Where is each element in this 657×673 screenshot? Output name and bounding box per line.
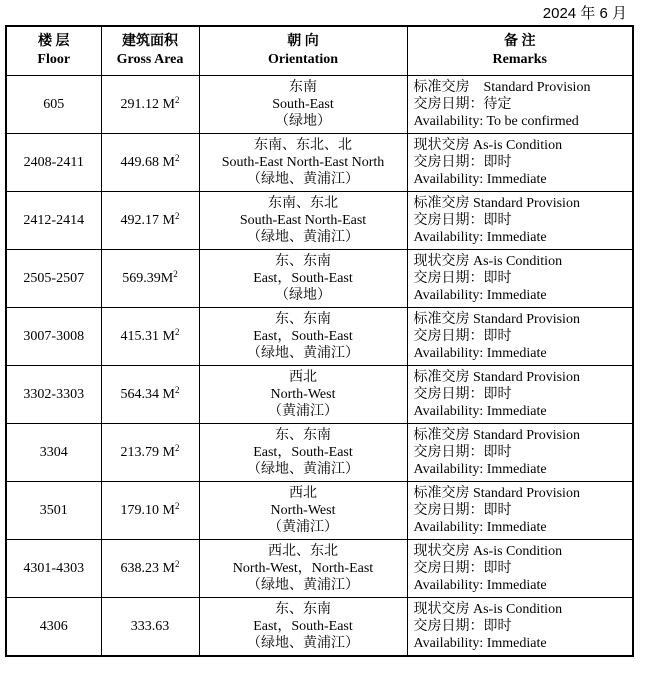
remarks-line: 交房日期：即时 [413,213,512,228]
orientation-line: （绿地） [275,288,331,303]
floor-cell [6,598,101,657]
table-row [6,308,633,366]
orientation-line: East，South-East [253,619,353,634]
orientation-line: （绿地、黄浦江） [247,172,359,187]
area-value: 492.17 M [120,212,175,228]
orientation-line: 东、东南 [275,312,331,327]
orientation-line: （绿地、黄浦江） [247,462,359,477]
area-unit-superscript: 2 [174,152,180,163]
area-value: 213.79 M [120,444,175,460]
floor-cell [6,540,101,598]
orientation-line: 东、东南 [275,428,331,443]
remarks-cell [407,134,633,192]
remarks-line: 现状交房 As-is Condition [413,254,563,269]
orientation-cell [199,366,407,424]
floor-value: 3302-3303 [23,386,85,402]
area-cell [101,482,199,540]
remarks-line: Availability: Immediate [413,346,547,361]
floor-value: 4301-4303 [23,560,85,576]
area-cell [101,308,199,366]
floor-cell [6,134,101,192]
table-row [6,366,633,424]
area-cell [101,134,199,192]
remarks-cell [407,424,633,482]
remarks-line: 交房日期：即时 [413,445,512,460]
floor-value: 3007-3008 [23,328,85,344]
remarks-cell [407,308,633,366]
area-cell [101,76,199,134]
area-value: 415.31 M [120,328,175,344]
header-orientation-en: Orientation [268,52,338,67]
area-cell [101,366,199,424]
table-row [6,192,633,250]
remarks-line: 交房日期：即时 [413,155,512,170]
remarks-cell [407,540,633,598]
area-unit-superscript: 2 [174,558,180,569]
area-unit-superscript: 2 [174,210,180,221]
remarks-line: 交房日期：即时 [413,503,512,518]
header-remarks [407,26,633,76]
area-unit-superscript: 2 [174,94,180,105]
remarks-line: 现状交房 As-is Condition [413,602,563,617]
remarks-line: 交房日期：即时 [413,271,512,286]
remarks-line: Availability: Immediate [413,230,547,245]
area-value: 638.23 M [120,560,175,576]
header-remarks-cn: 备 注 [504,34,536,49]
area-cell [101,192,199,250]
orientation-cell [199,76,407,134]
area-cell [101,250,199,308]
header-orientation [199,26,407,76]
remarks-cell [407,192,633,250]
orientation-line: South-East North-East [239,213,367,228]
orientation-line: 西北 [289,370,317,385]
remarks-line: 交房日期：即时 [413,387,512,402]
remarks-line: Availability: Immediate [413,404,547,419]
orientation-line: （黄浦江） [268,404,338,419]
header-floor-cn: 楼 层 [38,34,70,49]
area-cell [101,424,199,482]
orientation-line: （绿地、黄浦江） [247,230,359,245]
area-unit-superscript: 2 [174,384,180,395]
remarks-line: Availability: Immediate [413,172,547,187]
availability-table [5,25,634,657]
orientation-line: 东南 [289,80,317,95]
remarks-line: 标准交房 Standard Provision [413,428,580,443]
orientation-line: （黄浦江） [268,520,338,535]
area-cell [101,598,199,657]
orientation-line: East，South-East [253,445,353,460]
floor-value: 2505-2507 [23,270,85,286]
table-row [6,250,633,308]
floor-cell [6,366,101,424]
area-unit-superscript: 2 [174,442,180,453]
area-unit-superscript: 2 [174,326,180,337]
header-remarks-en: Remarks [492,52,547,67]
table-row [6,598,633,657]
table-row [6,540,633,598]
table-header-row [6,26,633,76]
area-value: 291.12 M [120,96,175,112]
orientation-cell [199,598,407,657]
remarks-line: 标准交房 Standard Provision [413,370,580,385]
header-floor-en: Floor [37,52,71,67]
area-value: 569.39M [122,270,174,286]
orientation-cell [199,250,407,308]
header-area-cn: 建筑面积 [122,34,178,49]
remarks-line: 标准交房 Standard Provision [413,312,580,327]
floor-cell [6,424,101,482]
table-row [6,134,633,192]
remarks-line: 现状交房 As-is Condition [413,138,563,153]
remarks-line: 现状交房 As-is Condition [413,544,563,559]
remarks-cell [407,366,633,424]
area-value: 333.63 [130,618,170,634]
remarks-line: Availability: Immediate [413,520,547,535]
floor-value: 3501 [39,502,68,518]
remarks-line: 交房日期：即时 [413,329,512,344]
remarks-line: Availability: Immediate [413,288,547,303]
area-value: 179.10 M [120,502,175,518]
header-floor [6,26,101,76]
remarks-line: 标准交房 Standard Provision [413,80,591,95]
floor-value: 4306 [39,618,68,634]
remarks-line: Availability: Immediate [413,578,547,593]
orientation-line: 东、东南 [275,602,331,617]
area-unit-superscript: 2 [174,500,180,511]
floor-cell [6,482,101,540]
remarks-line: 交房日期：即时 [413,561,512,576]
floor-cell [6,192,101,250]
orientation-line: 西北、东北 [268,544,338,559]
floor-value: 605 [43,96,65,112]
remarks-line: Availability: Immediate [413,462,547,477]
orientation-line: 东南、东北、北 [254,138,352,153]
floor-value: 2408-2411 [23,154,84,170]
remarks-line: 标准交房 Standard Provision [413,486,580,501]
table-row [6,482,633,540]
area-cell [101,540,199,598]
table-row [6,76,633,134]
orientation-line: （绿地、黄浦江） [247,636,359,651]
orientation-line: 东南、东北 [268,196,338,211]
orientation-cell [199,482,407,540]
orientation-line: 东、东南 [275,254,331,269]
orientation-cell [199,540,407,598]
orientation-line: （绿地） [275,114,331,129]
remarks-line: Availability: Immediate [413,636,547,651]
remarks-line: 交房日期：待定 [413,97,512,112]
remarks-line: Availability: To be confirmed [413,114,579,129]
floor-cell [6,250,101,308]
header-orientation-cn: 朝 向 [287,34,319,49]
orientation-cell [199,192,407,250]
orientation-line: North-West [270,503,336,518]
remarks-line: 标准交房 Standard Provision [413,196,580,211]
header-area-en: Gross Area [116,52,184,67]
table-row [6,424,633,482]
orientation-line: East，South-East [253,329,353,344]
area-value: 449.68 M [120,154,175,170]
remarks-cell [407,250,633,308]
remarks-line: 交房日期：即时 [413,619,512,634]
remarks-cell [407,482,633,540]
orientation-line: （绿地、黄浦江） [247,578,359,593]
floor-value: 2412-2414 [23,212,85,228]
orientation-line: North-West，North-East [232,561,374,576]
orientation-cell [199,308,407,366]
area-value: 564.34 M [120,386,175,402]
orientation-line: East，South-East [253,271,353,286]
date-label: 2024 年 6 月 [542,5,627,22]
header-area [101,26,199,76]
orientation-cell [199,134,407,192]
floor-cell [6,76,101,134]
orientation-line: South-East North-East North [221,155,385,170]
orientation-line: North-West [270,387,336,402]
orientation-line: South-East [272,97,334,112]
floor-cell [6,308,101,366]
orientation-line: （绿地、黄浦江） [247,346,359,361]
area-unit-superscript: 2 [173,268,178,279]
orientation-cell [199,424,407,482]
orientation-line: 西北 [289,486,317,501]
floor-value: 3304 [39,444,68,460]
remarks-cell [407,76,633,134]
remarks-cell [407,598,633,657]
